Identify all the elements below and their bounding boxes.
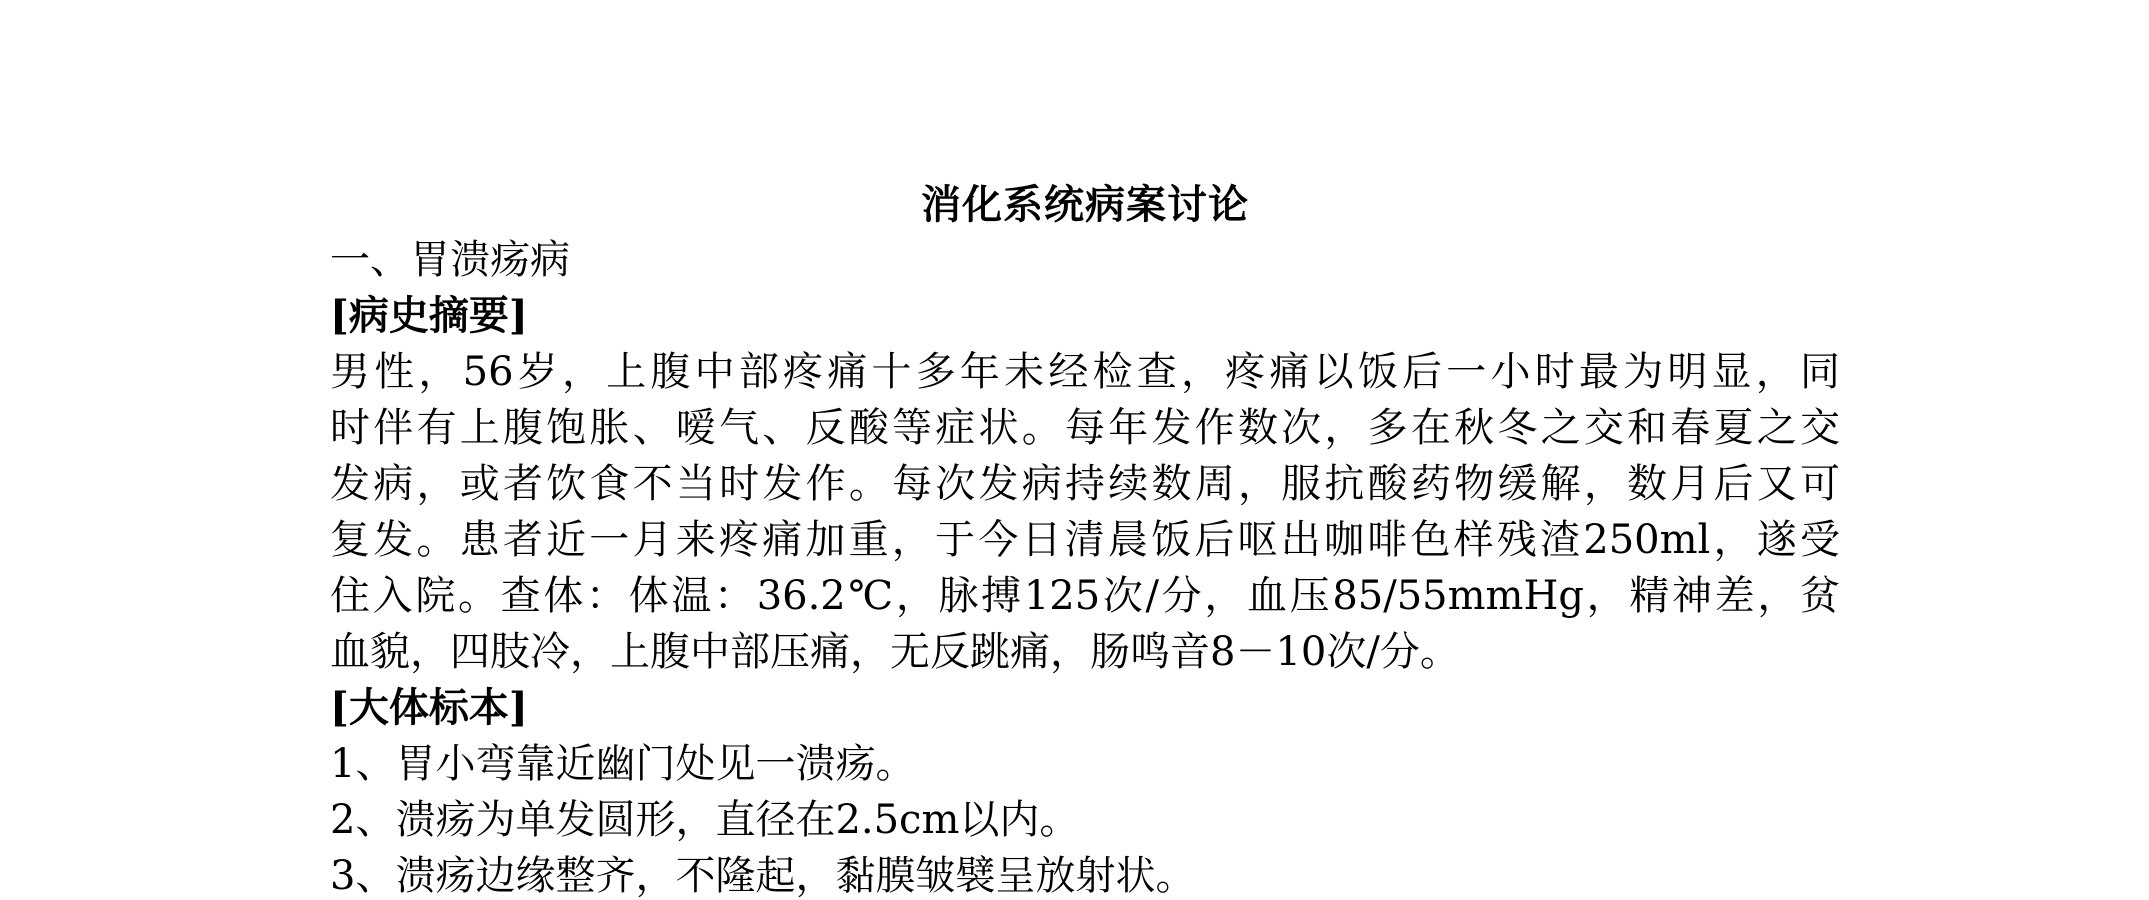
document-body [330, 180, 1840, 900]
history-line: 住入院。查体：体温：36.2℃，脉搏125次/分，血压85/55mmHg，精神差，贫 [330, 573, 1840, 619]
history-heading: [病史摘要] [330, 292, 528, 339]
history-paragraph [330, 344, 1840, 680]
history-line: 血貌，四肢冷，上腹中部压痛，无反跳痛，肠鸣音8－10次/分。 [330, 629, 1460, 675]
history-line: 时伴有上腹饱胀、嗳气、反酸等症状。每年发作数次，多在秋冬之交和春夏之交 [330, 405, 1840, 451]
section-title: 一、胃溃疡病 [330, 237, 570, 283]
history-line: 发病，或者饮食不当时发作。每次发病持续数周，服抗酸药物缓解，数月后又可 [330, 461, 1840, 507]
specimen-item: 2、溃疡为单发圆形，直径在2.5cm以内。 [330, 797, 1080, 843]
history-line: 复发。患者近一月来疼痛加重，于今日清晨饭后呕出咖啡色样残渣250ml，遂受 [330, 517, 1840, 563]
history-line: 男性，56岁，上腹中部疼痛十多年未经检查，疼痛以饭后一小时最为明显，同 [330, 349, 1840, 395]
specimen-heading: [大体标本] [330, 684, 528, 731]
specimen-item: 1、胃小弯靠近幽门处见一溃疡。 [330, 741, 916, 787]
specimen-item: 3、溃疡边缘整齐，不隆起，黏膜皱襞呈放射状。 [330, 853, 1196, 899]
document-title: 消化系统病案讨论 [921, 181, 1249, 228]
